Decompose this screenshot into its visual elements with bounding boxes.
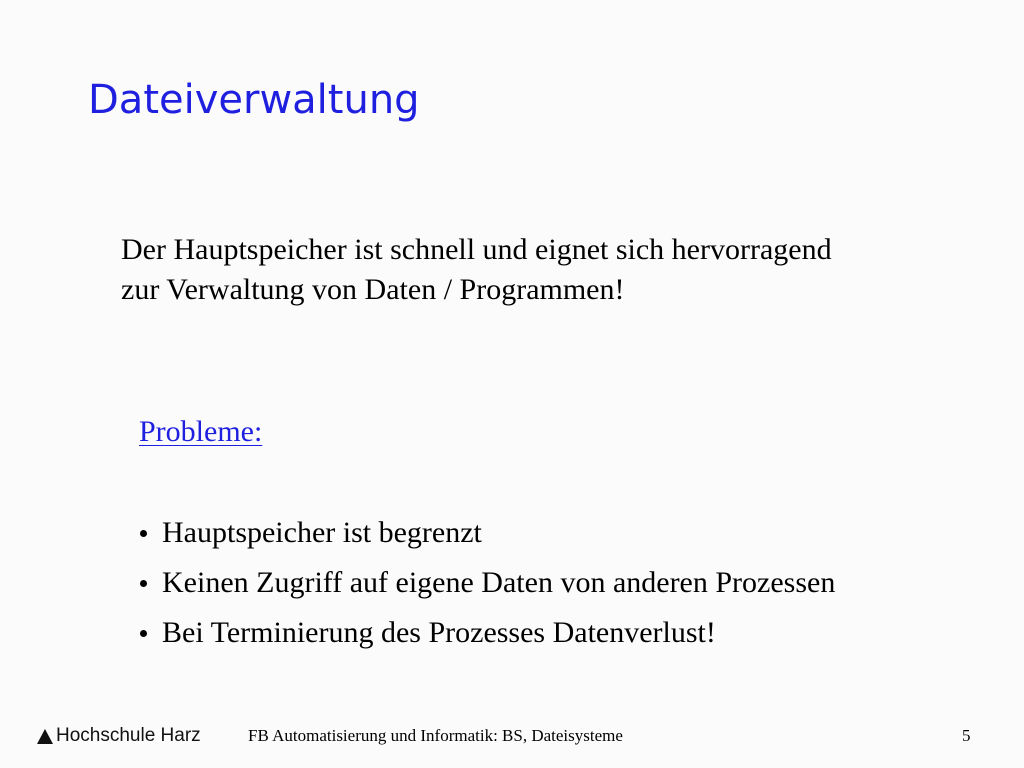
problem-text: Keinen Zugriff auf eigene Daten von anderen Prozessen (162, 566, 836, 599)
bullet-dot-icon (140, 530, 147, 537)
page-number: 5 (962, 726, 971, 745)
problem-list (137, 508, 997, 658)
slide-title: Dateiverwaltung (88, 77, 420, 123)
logo-text: Hochschule Harz (56, 725, 201, 746)
bullet-dot-icon (140, 630, 147, 637)
course-footer-text: FB Automatisierung und Informatik: BS, Dateisysteme (248, 726, 623, 745)
slide-footer (0, 722, 1024, 750)
intro-paragraph (121, 230, 981, 310)
intro-line-1: Der Hauptspeicher ist schnell und eignet sich hervorragend (121, 233, 832, 266)
problems-heading: Probleme: (139, 415, 263, 448)
problem-list-item (137, 558, 997, 608)
intro-line-2: zur Verwaltung von Daten / Programmen! (121, 273, 625, 306)
problem-list-item (137, 608, 997, 658)
problem-text: Hauptspeicher ist begrenzt (162, 516, 482, 549)
triangle-logo-icon (37, 729, 53, 744)
bullet-dot-icon (140, 580, 147, 587)
problem-list-item (137, 508, 997, 558)
problem-text: Bei Terminierung des Prozesses Datenverlust! (162, 616, 716, 649)
hochschule-harz-logo (37, 722, 201, 750)
